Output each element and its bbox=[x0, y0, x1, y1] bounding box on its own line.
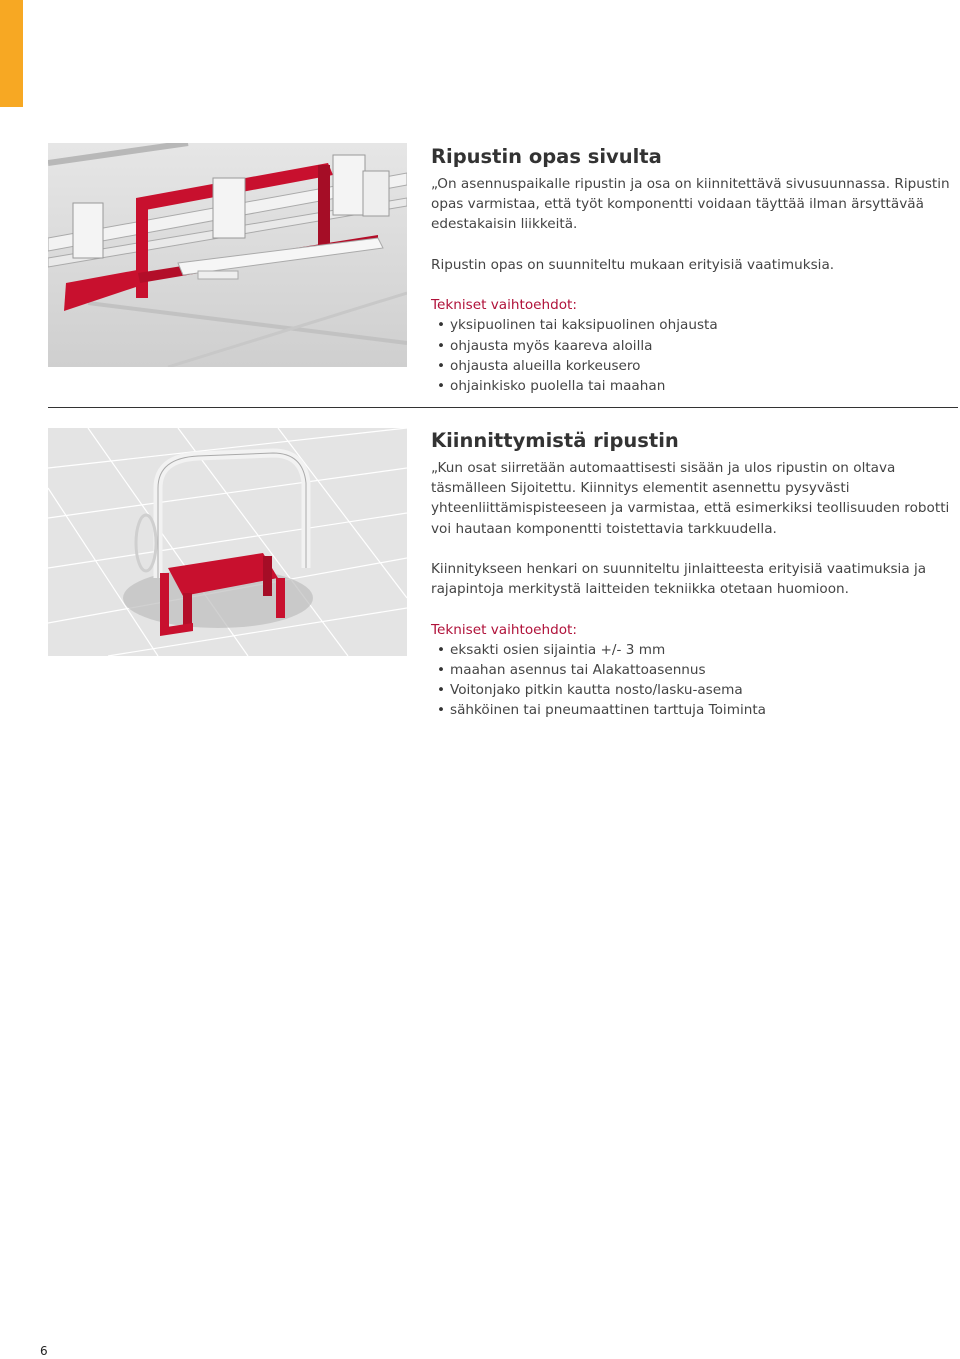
fixture-station-image bbox=[48, 428, 407, 656]
list-item: • ohjausta myös kaareva aloilla bbox=[431, 336, 960, 356]
list-item: • maahan asennus tai Alakattoasennus bbox=[431, 660, 960, 680]
list-item: • eksakti osien sijaintia +/- 3 mm bbox=[431, 640, 960, 660]
list-item: • yksipuolinen tai kaksipuolinen ohjausta bbox=[431, 315, 960, 335]
accent-tab bbox=[0, 0, 23, 107]
section1-bullet-list bbox=[431, 315, 960, 396]
page-number: 6 bbox=[40, 1344, 48, 1358]
list-item: • sähköinen tai pneumaattinen tarttuja Toiminta bbox=[431, 700, 960, 720]
section-fixture-hanger bbox=[431, 428, 960, 721]
rail-guide-image bbox=[48, 143, 407, 367]
list-item: • ohjausta alueilla korkeusero bbox=[431, 356, 960, 376]
section2-para1: „Kun osat siirretään automaattisesti sisään ja ulos ripustin on oltava täsmälleen Sijoitettu. Kiinnitys elementit asennettu pysyvästi yhteenliittämispisteeseen ja varmistaa, että esimerkiksi teollisuuden robotti voi hautaan komponentti toistettavia tarkkuudella. bbox=[431, 460, 950, 537]
section2-subhead: Tekniset vaihtoehdot: bbox=[431, 621, 577, 638]
section1-subhead: Tekniset vaihtoehdot: bbox=[431, 297, 577, 314]
section1-para1: „On asennuspaikalle ripustin ja osa on kiinnitettävä sivusuunnassa. Ripustin opas varmistaa, että työt komponentti voidaan täyttää ilman ärsyttävää edestakaisin liikkeitä. bbox=[431, 176, 950, 233]
list-item: • Voitonjako pitkin kautta nosto/lasku-asema bbox=[431, 680, 960, 700]
section-rail-guide bbox=[431, 144, 960, 396]
section2-title: Kiinnittymistä ripustin bbox=[431, 429, 679, 452]
section2-bullet-list bbox=[431, 640, 960, 721]
section1-para2: Ripustin opas on suunniteltu mukaan erityisiä vaatimuksia. bbox=[431, 256, 835, 273]
section2-para2: Kiinnitykseen henkari on suunniteltu jinlaitteesta erityisiä vaatimuksia ja rajapintoja merkitystä laitteiden tekniikka otetaan huomioon. bbox=[431, 561, 927, 598]
section1-title: Ripustin opas sivulta bbox=[431, 145, 662, 168]
list-item: • ohjainkisko puolella tai maahan bbox=[431, 376, 960, 396]
section-divider bbox=[48, 407, 958, 408]
